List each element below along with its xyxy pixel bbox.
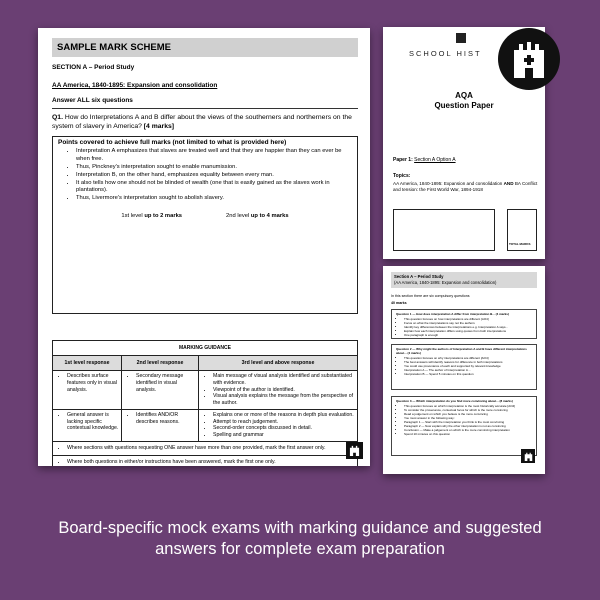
column-header: 2nd level response: [122, 356, 199, 370]
suggested-answers-page: [383, 266, 545, 474]
guidance-item: • Attempt to reach judgement.: [213, 419, 357, 426]
mark-scheme-page: [38, 28, 370, 466]
guidance-note: • Where sections with questions requesting ONE answer have more than one provided, mark the first answer only.: [67, 445, 357, 452]
point-item: • Interpretation B, on the other hand, emphasizes equality between every man.: [76, 172, 352, 180]
answer-bullet: • Interpretation B — Spend 5 minutes on this question: [404, 372, 534, 376]
paper-section-link: Section A Option A: [414, 157, 456, 163]
point-item: • Thus, Livermore's interpretation sought to abolish slavery.: [76, 195, 352, 203]
answers-intro: In this section there are six compulsory questions: [391, 293, 470, 298]
paper-label: Paper 1:: [393, 157, 413, 163]
marking-guidance-table: [52, 340, 358, 466]
topics-text: [393, 181, 538, 193]
question-marks: [4 marks]: [143, 123, 175, 131]
castle-logo-icon: [346, 442, 363, 459]
level-1: [121, 213, 182, 219]
answer-bullet: • Read a judgement on which you believe is the more convincing: [404, 412, 534, 416]
guidance-cell: [122, 410, 199, 441]
answer-bullet: • Focus on what the interpretations say not the authors: [404, 321, 534, 325]
answer-bullet: • Conclusion — Make a judgement on which is the more convincing interpretation: [404, 428, 534, 432]
answer-bullet: • The best answers will identify reasons for difference in both interpretations: [404, 360, 534, 364]
level-marks: [58, 213, 352, 219]
caption-line-1: Board-specific mock exams with marking guidance and suggested: [58, 519, 542, 537]
school-history-castle-badge-icon: [498, 28, 560, 90]
mark-scheme-title: SAMPLE MARK SCHEME: [52, 38, 358, 57]
answers-section-header: [391, 272, 537, 288]
question-1: [52, 113, 358, 131]
document-type: Question Paper: [434, 101, 494, 110]
answer-bullet: • You must answer in the following way:: [404, 416, 534, 420]
guidance-cell: [122, 371, 199, 409]
guidance-note-row: [53, 442, 357, 456]
topics-and: AND: [503, 181, 514, 186]
answer-bullet: • Explain how each interpretation differs using quotes from both interpretations: [404, 329, 534, 333]
answer-box: [391, 344, 537, 390]
level-2: [226, 213, 289, 219]
answer-bullet: • This question focuses on how interpretations are different [AO4]: [404, 317, 534, 321]
answer-bullet: • Identify key differences between the interpretations e.g. Interpretation A says...: [404, 325, 534, 329]
answer-bullet: • This question focuses on which interpretation is the most historically accurate [AO4]: [404, 404, 534, 408]
guidance-header-row: [53, 356, 357, 371]
answers-section-subtitle: (AA America, 1840-1895: Expansion and consolidation): [394, 279, 497, 285]
topics-label: Topics:: [393, 173, 411, 179]
answers-section-title: Section A – Period Study: [394, 274, 444, 279]
answer-bullet: • This question focuses on why interpretations are different [AO4]: [404, 356, 534, 360]
brand-name: SCHOOL HIST: [409, 49, 482, 58]
point-item: • It also tells how one should not be blinded of wealth (one that is easily gained as the slaves work in plantations).: [76, 180, 352, 196]
guidance-item: • Spelling and grammar: [213, 432, 357, 439]
level-2-label: 2nd level: [226, 213, 250, 220]
guidance-item: • General answer is lacking specific contextual knowledge.: [67, 412, 121, 432]
column-header: 3rd level and above response: [199, 356, 357, 370]
answer-bullet: • Interpretation A — The author of Interpretation A ...: [404, 368, 534, 372]
paper-line: [393, 157, 456, 163]
question-text: How do Interpretations A and B differ about the views of the southerners and northerners on the system of slavery in America?: [52, 114, 352, 131]
answer-bullet: • Spend 10 minutes on this question: [404, 432, 534, 436]
promo-caption: [0, 518, 600, 560]
answer-bullet: • Paragraph 1 — Start with the interpretation you think is the most convincing: [404, 420, 534, 424]
points-box: [52, 136, 358, 314]
answer-bullet: • Paragraph 2 — Now explain why the other interpretation is not as convincing: [404, 424, 534, 428]
exam-board: AQA: [455, 91, 473, 100]
guidance-row: [53, 371, 357, 410]
guidance-item: • Visual analysis explains the message from the perspective of the author.: [213, 393, 357, 407]
guidance-note-row: [53, 456, 357, 467]
topic-2: BA Conflict and tension: the First World War, 1894-1918: [393, 181, 538, 193]
answers-total-marks: 40 marks: [391, 300, 407, 305]
caption-line-2: answers for complete exam preparation: [155, 540, 445, 558]
guidance-cell: [53, 410, 122, 441]
level-1-label: 1st level: [121, 213, 143, 220]
guidance-item: • Identifies AND/OR describes reasons.: [136, 412, 198, 426]
school-history-logo-icon: [456, 33, 466, 43]
points-heading: Points covered to achieve full marks (not limited to what is provided here): [58, 139, 287, 147]
divider: [52, 108, 358, 109]
topic-heading: AA America, 1840-1895: Expansion and consolidation: [52, 82, 218, 89]
answer-box: [391, 309, 537, 339]
answer-instruction: Answer ALL six questions: [52, 97, 133, 104]
question-number: Q1.: [52, 114, 63, 121]
column-header: 1st level response: [53, 356, 122, 370]
answer-heading: Question 1 — How does interpretation A differ from interpretation B... (4 marks): [396, 311, 509, 316]
answer-heading: Question 3 — Which interpretation do you find more convincing about... (8 marks): [396, 398, 513, 403]
level-1-marks: up to 2 marks: [144, 213, 183, 220]
level-2-marks: up to 4 marks: [250, 213, 289, 220]
answer-heading: Question 2 — Why might the authors of Interpretation A and B have different interpretations about... (4 marks): [396, 346, 527, 355]
guidance-note: • Where both questions in either/or instructions have been answered, mark the first one only.: [67, 459, 357, 466]
guidance-item: • Main message of visual analysis identified and substantiated with evidence.: [213, 373, 357, 387]
answer-bullet: • One paragraph is enough: [404, 333, 534, 337]
guidance-cell: [199, 410, 357, 441]
point-item: • Thus, Pinckney's interpretation sought to enable manumission.: [76, 164, 352, 172]
answer-bullet: • You could use provenance of each and supported by relevant knowledge: [404, 364, 534, 368]
guidance-cell: [53, 371, 122, 409]
points-list: [58, 148, 352, 203]
guidance-item: • Explains one or more of the reasons in depth plus evaluation.: [213, 412, 357, 419]
section-heading: SECTION A – Period Study: [52, 64, 135, 71]
guidance-row: [53, 410, 357, 442]
guidance-item: • Viewpoint of the author is identified.: [213, 387, 357, 394]
answer-bullet: • To consider the provenance, contextual focus for which is the more convincing: [404, 408, 534, 412]
topic-1: AA America, 1840-1895: Expansion and consolidation: [393, 181, 503, 186]
castle-logo-icon: [521, 449, 535, 463]
total-marks-label: TOTAL MARKS: [509, 242, 531, 246]
point-item: • Interpretation A emphasizes that slaves are treated well and that they are happier than they can ever be when free.: [76, 148, 352, 164]
guidance-item: • Describes surface features only in visual analysis.: [67, 373, 121, 393]
candidate-details-box: [393, 209, 495, 251]
answer-box: [391, 396, 537, 456]
guidance-cell: [199, 371, 357, 409]
guidance-item: • Secondary message identified in visual analysis.: [136, 373, 198, 393]
guidance-title: MARKING GUIDANCE: [53, 341, 357, 356]
guidance-item: • Second-order concepts discussed in detail.: [213, 425, 357, 432]
